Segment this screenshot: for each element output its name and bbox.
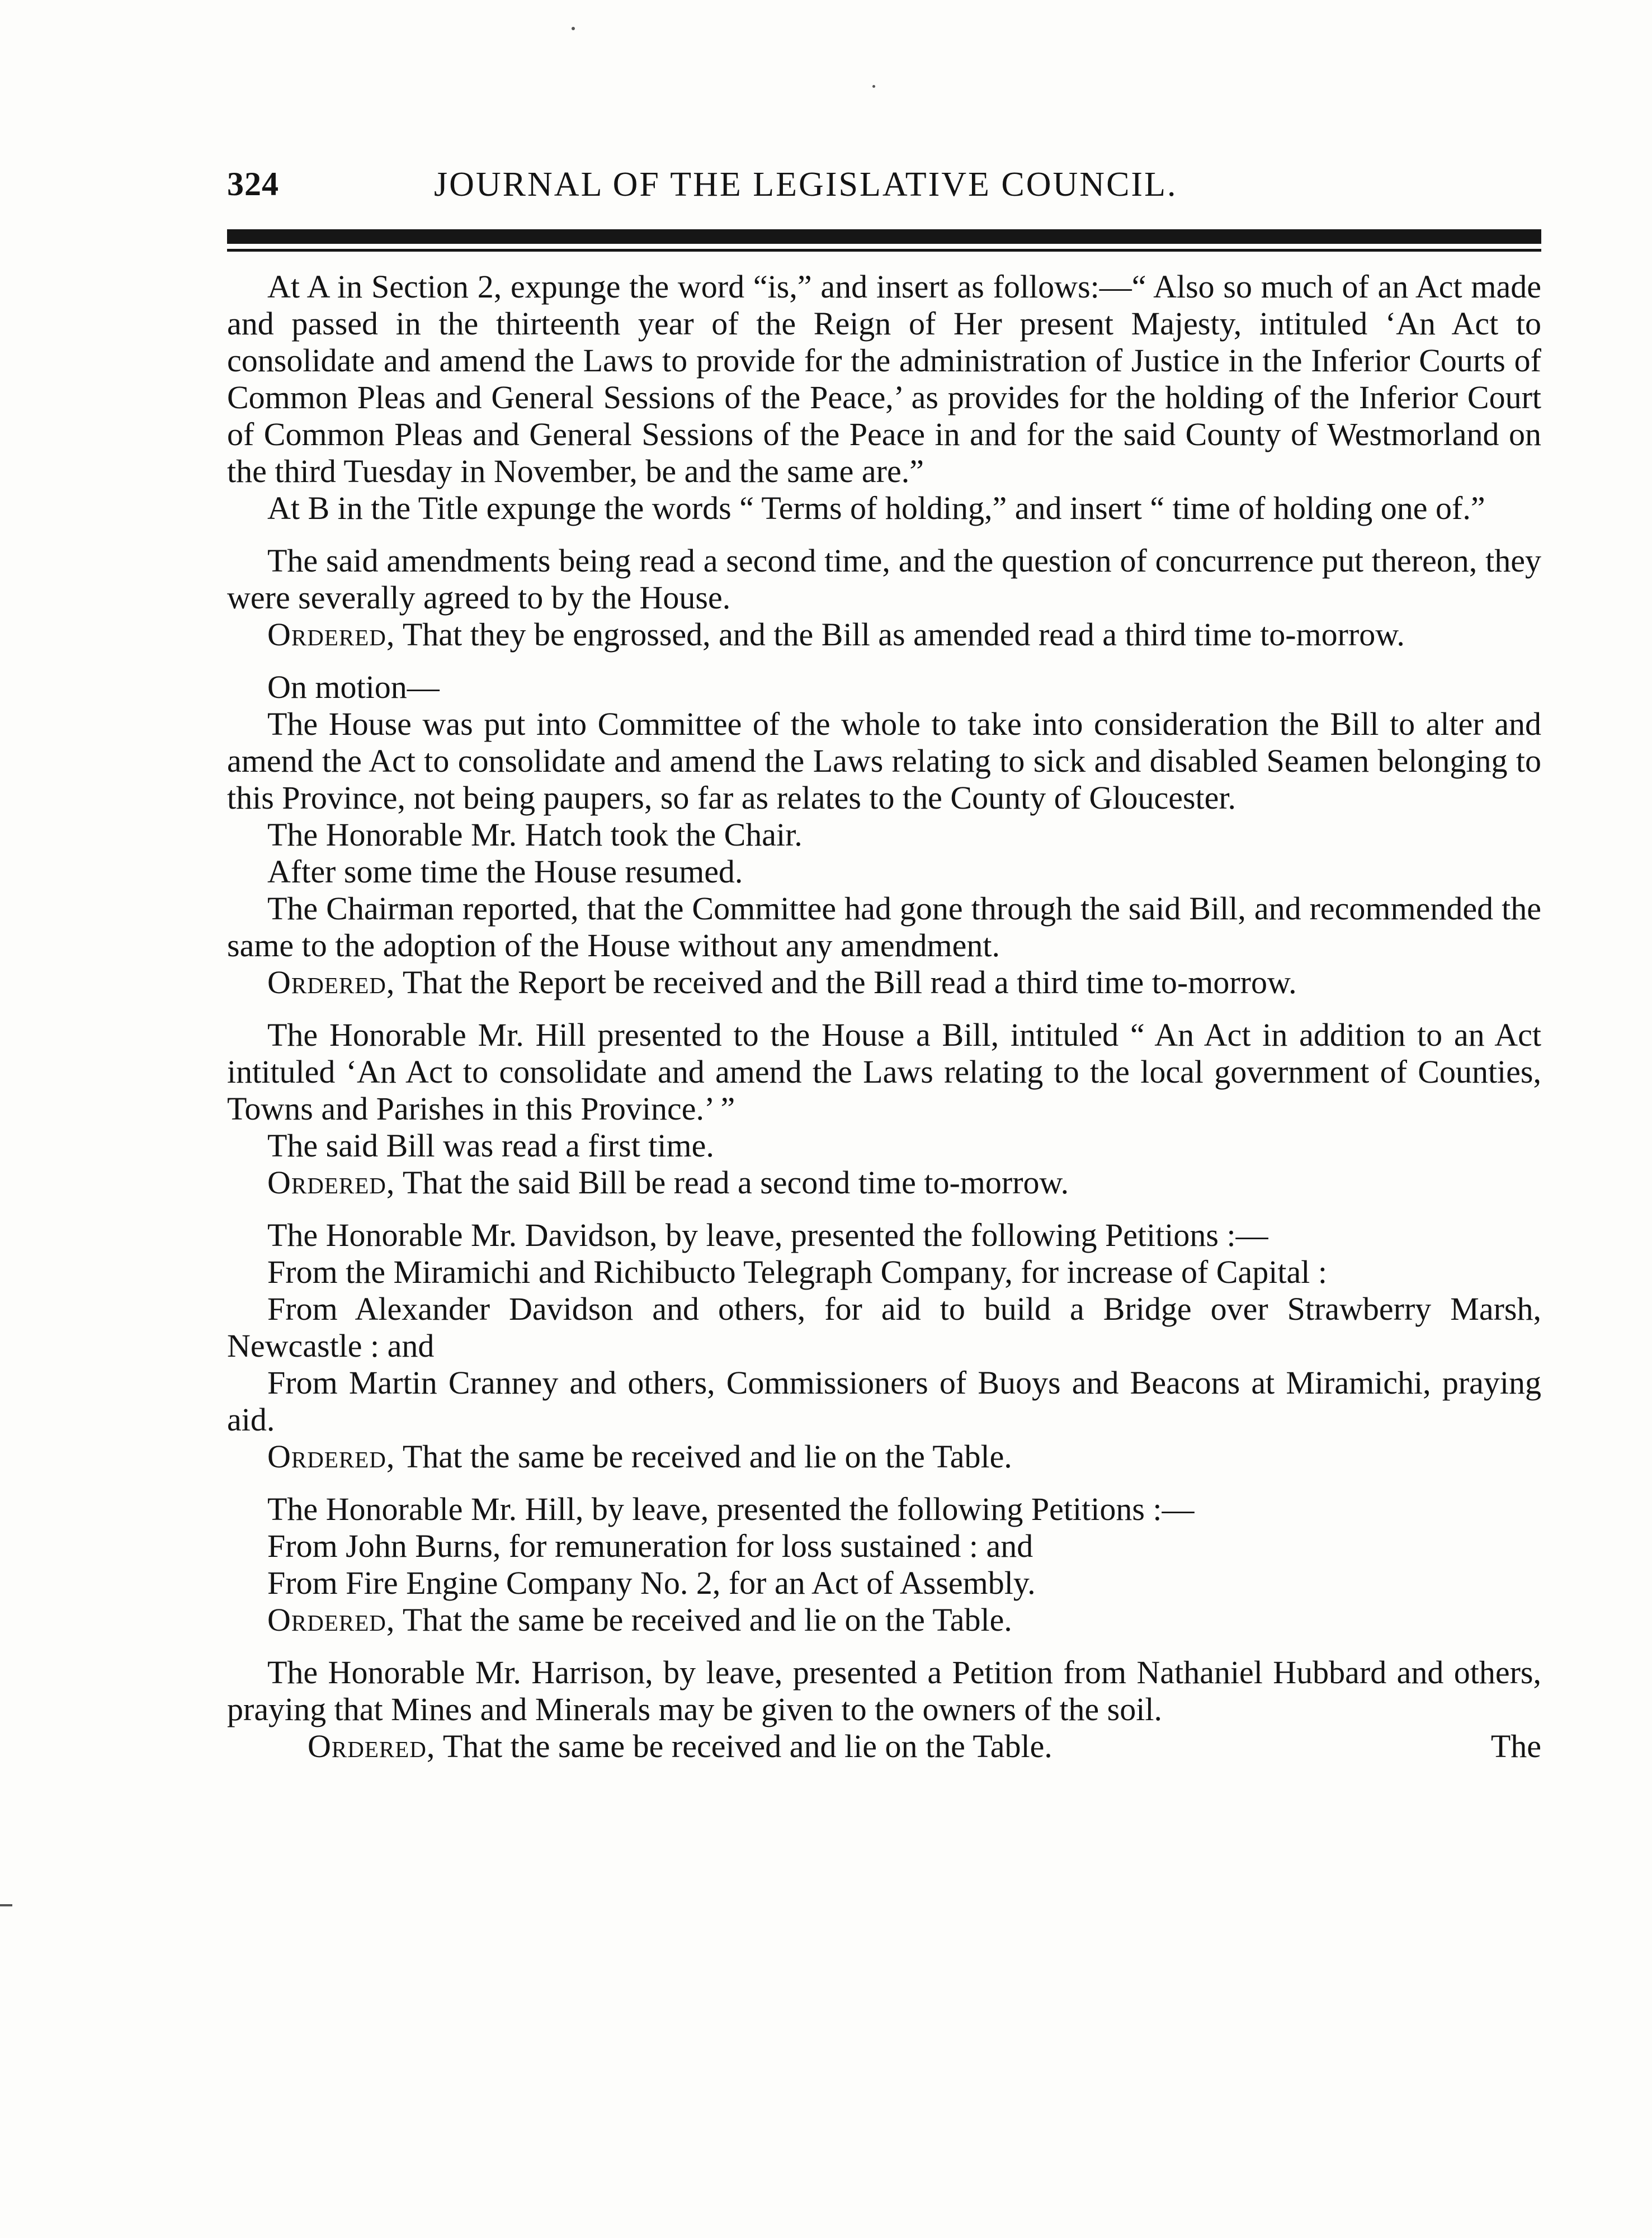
paragraph-ordered: Ordered, That the Report be received and the Bill read a third time to-morrow. — [267, 964, 1297, 1000]
paragraph-concurrence: The said amendments being read a second time, and the question of concurrence put thereon, they were severally agreed to by the House. — [227, 542, 1541, 616]
paragraph-petition-item: From Fire Engine Company No. 2, for an Act of Assembly. — [267, 1565, 1036, 1601]
paragraph-petition-item: From John Burns, for remuneration for loss sustained : and — [267, 1528, 1033, 1564]
scan-speck — [872, 85, 875, 88]
paragraph-petitions-davidson: The Honorable Mr. Davidson, by leave, presented the following Petitions :— — [267, 1217, 1268, 1253]
paragraph-ordered: Ordered, That they be engrossed, and the Bill as amended read a third time to-morrow. — [267, 616, 1405, 653]
paragraph-committee: The House was put into Committee of the whole to take into consideration the Bill to alter and amend the Act to consolidate and amend the Laws relating to sick and disabled Seamen belonging to this Province, not being paupers, so far as relates to the County of Gloucester. — [227, 706, 1541, 816]
paragraph-petition-item: From the Miramichi and Richibucto Telegraph Company, for increase of Capital : — [267, 1254, 1327, 1290]
paragraph-ordered: Ordered, That the same be received and lie on the Table. — [267, 1602, 1012, 1638]
last-line — [227, 1728, 1541, 1765]
running-title: JOURNAL OF THE LEGISLATIVE COUNCIL. — [434, 166, 1178, 204]
catchword: The — [1490, 1728, 1541, 1764]
page-number: 324 — [227, 166, 279, 202]
body-text — [227, 268, 1541, 1765]
paragraph-amendment-a: At A in Section 2, expunge the word “is,” and insert as follows:—“ Also so much of an Act made and passed in the thirteenth year of the Reign of Her present Majesty, intituled ‘An Act to consolidate and amend the Laws to provide for the administration of Justice in the Inferior Courts of Common Pleas and General Sessions of the Peace,’ as provides for the holding of the Inferior Court of Common Pleas and General Sessions of the Peace in and for the said County of Westmorland on the third Tuesday in November, be and the same are.” — [227, 268, 1541, 489]
paragraph-bill-presented: The Honorable Mr. Hill presented to the House a Bill, intituled “ An Act in addition to an Act intituled ‘An Act to consolidate and amend the Laws relating to the local government of Counties, Towns and Parishes in this Province.’ ” — [227, 1017, 1541, 1127]
paragraph-ordered: Ordered, That the same be received and lie on the Table. — [267, 1438, 1012, 1475]
paragraph-petition-item: From Martin Cranney and others, Commissioners of Buoys and Beacons at Miramichi, praying aid. — [227, 1364, 1541, 1438]
paragraph-amendment-b: At B in the Title expunge the words “ Terms of holding,” and insert “ time of holding one of.” — [267, 490, 1485, 526]
paragraph-petition-harrison: The Honorable Mr. Harrison, by leave, presented a Petition from Nathaniel Hubbard and others, praying that Mines and Minerals may be given to the owners of the soil. — [227, 1654, 1541, 1727]
header-rule-thin — [227, 249, 1541, 252]
scan-speck — [0, 1904, 12, 1906]
header-rule-thick — [227, 229, 1541, 244]
scan-speck — [572, 27, 575, 30]
paragraph-ordered: Ordered, That the said Bill be read a second time to-morrow. — [267, 1164, 1069, 1201]
page-header — [227, 159, 1541, 221]
paragraph-chair: The Honorable Mr. Hatch took the Chair. — [267, 816, 803, 853]
paragraph-motion: On motion— — [267, 669, 440, 705]
paragraph-resumed: After some time the House resumed. — [267, 853, 743, 890]
paragraph-petitions-hill: The Honorable Mr. Hill, by leave, presented the following Petitions :— — [267, 1491, 1195, 1527]
paragraph-petition-item: From Alexander Davidson and others, for aid to build a Bridge over Strawberry Marsh, Newcastle : and — [227, 1291, 1541, 1364]
paragraph-ordered: Ordered, That the same be received and lie on the Table. — [308, 1728, 1052, 1764]
paragraph-first-reading: The said Bill was read a first time. — [267, 1127, 714, 1164]
paragraph-report: The Chairman reported, that the Committee had gone through the said Bill, and recommended the same to the adoption of the House without any amendment. — [227, 890, 1541, 964]
